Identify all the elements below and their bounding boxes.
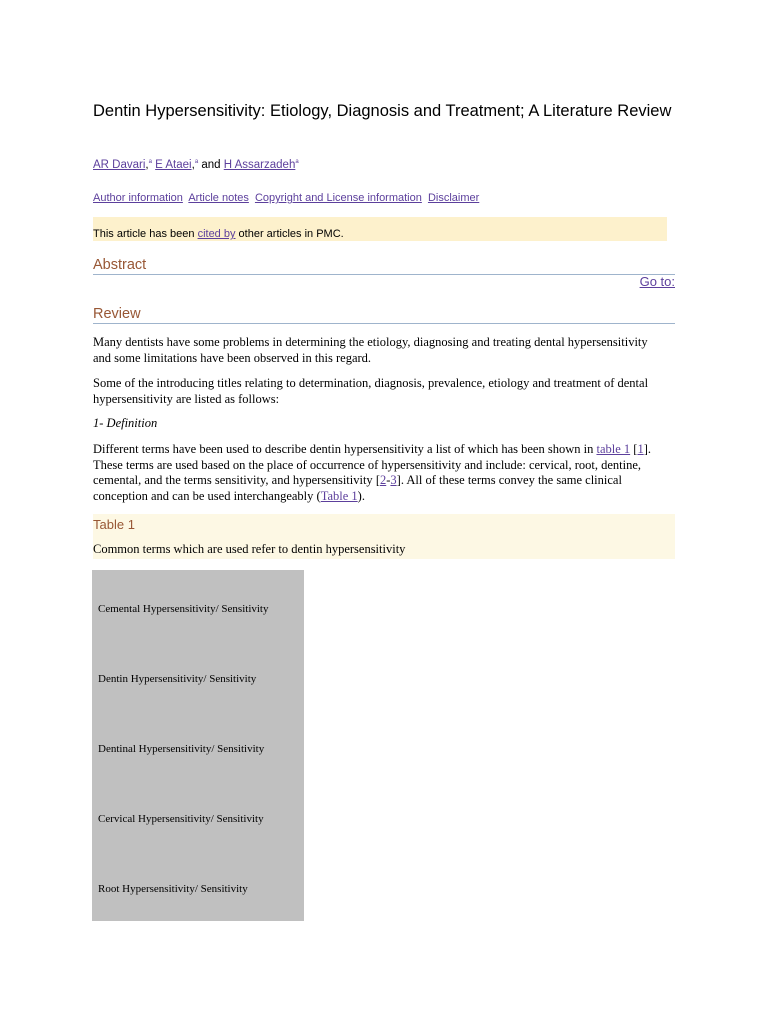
- author-conjunction: and: [201, 159, 221, 171]
- paragraph: Many dentists have some problems in determining the etiology, diagnosing and treating dental hypersensitivity and some limitations have been observed in this regard.: [93, 335, 648, 365]
- article-title: Dentin Hypersensitivity: Etiology, Diagnosis and Treatment; A Literature Review: [93, 102, 672, 120]
- table-row: Cervical Hypersensitivity/ Sensitivity: [98, 813, 264, 825]
- citation-link[interactable]: 1: [637, 442, 644, 456]
- table-reference-link[interactable]: Table 1: [320, 488, 358, 503]
- author-affiliation-mark[interactable]: a: [194, 159, 199, 166]
- author-information-link[interactable]: Author information: [93, 192, 183, 204]
- review-heading: Review: [93, 306, 675, 324]
- table-caption: Common terms which are used refer to dentin hypersensitivity: [93, 542, 406, 556]
- abstract-heading: Abstract: [93, 257, 675, 275]
- citation-link[interactable]: 2: [379, 473, 387, 487]
- author-link[interactable]: E Ataei: [155, 159, 192, 171]
- subheading-definition: 1- Definition: [93, 416, 158, 430]
- table-caption-box: [93, 514, 675, 559]
- article-notes-link[interactable]: Article notes: [188, 192, 249, 204]
- copyright-link[interactable]: Copyright and License information: [254, 192, 422, 204]
- table-label: Table 1: [93, 517, 135, 532]
- disclaimer-link[interactable]: Disclaimer: [427, 192, 480, 204]
- terms-table: [92, 570, 304, 921]
- table-row: Dentin Hypersensitivity/ Sensitivity: [98, 673, 257, 685]
- author-affiliation-mark[interactable]: a: [148, 159, 152, 166]
- author-link[interactable]: H Assarzadeh: [223, 159, 296, 171]
- cited-by-link[interactable]: cited by: [197, 228, 236, 240]
- paragraph-definition: Different terms have been used to describe dentin hypersensitivity a list of which has been shown in table 1 [1]. These terms are used based on the place of occurrence of hypersensitivity and include: cervical, root, dentine, cemental, and the terms sensitivity, and hypersensitivity [2-3]. All of these terms convey the same clinical conception and can be used interchangeably (Table 1).: [93, 442, 651, 503]
- paragraph: Some of the introducing titles relating to determination, diagnosis, prevalence, etiology and treatment of dental hypersensitivity are listed as follows:: [93, 376, 649, 406]
- article-info-links: [93, 192, 482, 204]
- cited-by-notice: This article has been cited by other articles in PMC.: [93, 217, 667, 241]
- author-list: AR Davari,$^a$ E Ataei,$^a$ and H Assarzadeh$^a$: [93, 159, 299, 171]
- go-to-link[interactable]: Go to:: [639, 274, 675, 289]
- author-link[interactable]: AR Davari: [93, 159, 146, 171]
- table-reference-link[interactable]: table 1: [596, 442, 631, 456]
- table-row: Cemental Hypersensitivity/ Sensitivity: [98, 603, 269, 615]
- table-row: Dentinal Hypersensitivity/ Sensitivity: [98, 743, 265, 755]
- citation-link[interactable]: 3: [390, 473, 397, 487]
- table-row: Root Hypersensitivity/ Sensitivity: [98, 883, 248, 895]
- author-affiliation-mark[interactable]: a: [295, 159, 299, 166]
